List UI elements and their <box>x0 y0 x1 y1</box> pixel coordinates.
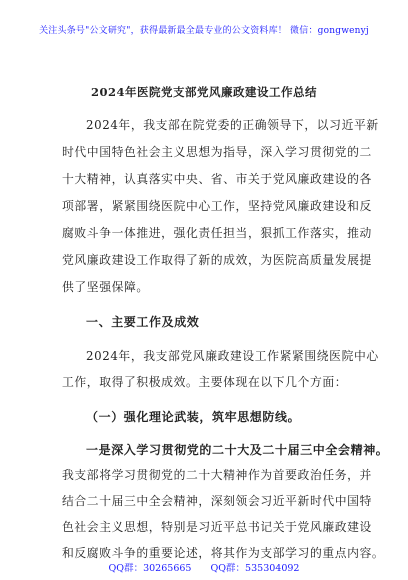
header-banner: 关注头条号"公文研究"，获得最新最全最专业的公文资料库！ 微信：gongwenyj <box>39 26 369 36</box>
paragraph-line: 十大精神，认真落实中央、省、市关于党风廉政建设的各 <box>62 172 372 186</box>
paragraph-line: 供了坚强保障。 <box>62 280 149 294</box>
subsection-heading: （一）强化理论武装，筑牢思想防线。 <box>86 410 301 424</box>
footer <box>0 560 408 574</box>
paragraph-line: 党风廉政建设工作取得了新的成效，为医院高质量发展提 <box>62 253 372 267</box>
footer-qq-group-1: QQ群：30265665 <box>108 563 192 574</box>
paragraph-line: 项部署，紧紧围绕医院中心工作，坚持党风廉政建设和反 <box>62 199 372 213</box>
paragraph-line: 时代中国特色社会主义思想为指导，深入学习贯彻党的二 <box>62 145 372 159</box>
paragraph-line: 我支部将学习贯彻党的二十大精神作为首要政治任务，并 <box>62 468 372 482</box>
paragraph-line: 结合二十届三中全会精神，深刻领会习近平新时代中国特 <box>62 494 372 508</box>
paragraph-lead: 一是深入学习贯彻党的二十大及二十届三中全会精神。 <box>86 443 389 457</box>
section-heading: 一、主要工作及成效 <box>86 315 200 329</box>
paragraph-line: 和反腐败斗争的重要论述，将其作为支部学习的重点内容。 <box>62 546 385 560</box>
document-title: 2024年医院党支部党风廉政建设工作总结 <box>90 85 317 99</box>
footer-qq-group-2: QQ群：535304092 <box>210 563 300 574</box>
paragraph-line: 2024年，我支部党风廉政建设工作紧紧围绕医院中心 <box>86 349 379 363</box>
paragraph-line: 腐败斗争一体推进，强化责任担当，狠抓工作落实，推动 <box>62 226 372 240</box>
paragraph-line: 色社会主义思想，特别是习近平总书记关于党风廉政建设 <box>62 520 372 534</box>
paragraph-line: 2024年，我支部在院党委的正确领导下，以习近平新 <box>86 118 379 132</box>
paragraph-line: 工作，取得了积极成效。主要体现在以下几个方面： <box>62 375 348 389</box>
